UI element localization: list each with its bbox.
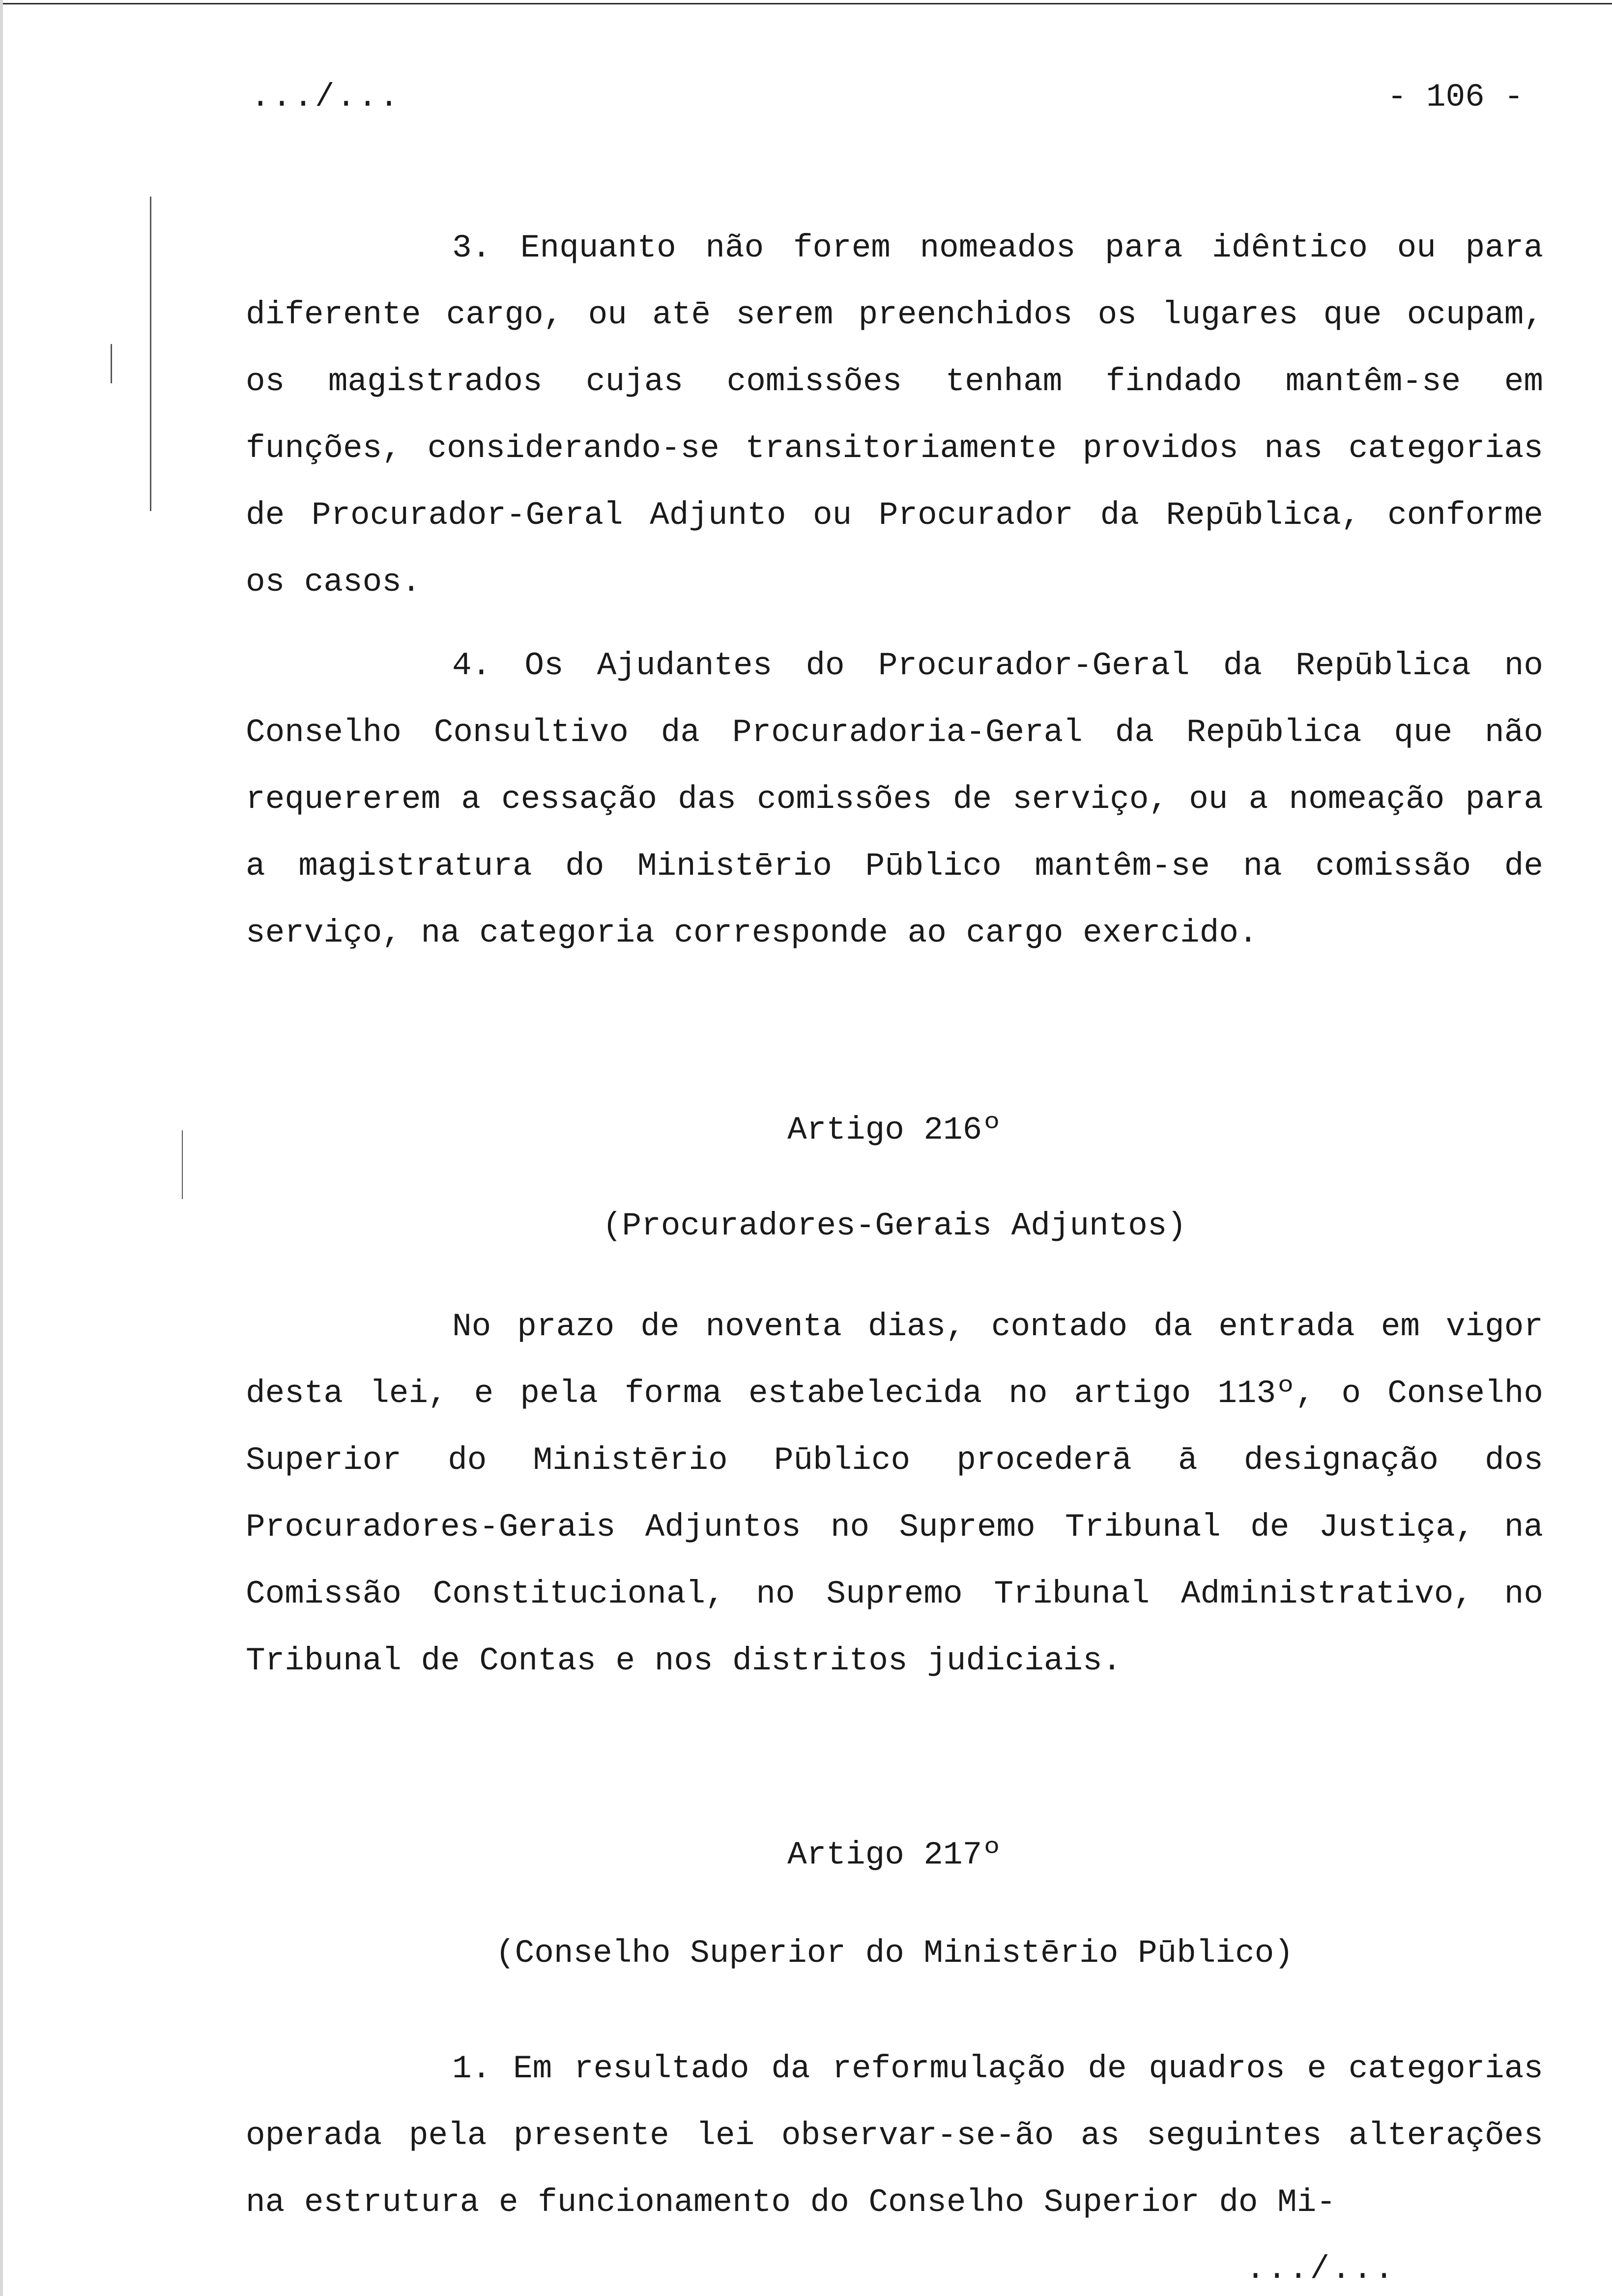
article-216-title: Artigo 216º xyxy=(787,1112,1002,1148)
paragraph-4: 4. Os Ajudantes do Procurador-Geral da Repūblica no Conselho Consultivo da Procuradoria-Geral da Repūblica que não requererem a cessação das comissões de serviço, ou a nomeação para a magistratura do Ministērio Pūblico mantêm-se na comissão de serviço, na categoria corresponde ao cargo exercido. xyxy=(246,647,1543,951)
left-scan-edge xyxy=(0,0,3,2296)
paragraph-3: 3. Enquanto não forem nomeados para idêntico ou para diferente cargo, ou atē serem preenchidos os lugares que ocupam, os magistrados cujas comissões tenham findado mantêm-se em funções, considerando-se transitoriamente providos nas categorias de Procurador-Geral Adjunto ou Procurador da Repūblica, conforme os casos. xyxy=(246,230,1543,601)
margin-mark xyxy=(182,1130,183,1199)
margin-mark xyxy=(150,197,151,511)
article-217-title: Artigo 217º xyxy=(787,1837,1002,1873)
continued-mark-bottom: .../... xyxy=(1245,2251,1396,2288)
article-217-subtitle: (Conselho Superior do Ministērio Pūblico) xyxy=(495,1935,1294,1972)
article-216-subtitle: (Procuradores-Gerais Adjuntos) xyxy=(602,1207,1187,1244)
continued-mark-top: .../... xyxy=(251,79,401,115)
page-number: - 106 - xyxy=(1387,79,1524,115)
margin-mark xyxy=(111,344,112,383)
article-216-body: No prazo de noventa dias, contado da entrada em vigor desta lei, e pela forma estabelecida no artigo 113º, o Conselho Superior do Ministērio Pūblico procederā ā designação dos Procuradores-Gerais Adjuntos no Supremo Tribunal de Justiça, na Comissão Constitucional, no Supremo Tribunal Administrativo, no Tribunal de Contas e nos distritos judiciais. xyxy=(246,1308,1543,1679)
article-217-paragraph-1: 1. Em resultado da reformulação de quadros e categorias operada pela presente lei observar-se-ão as seguintes alterações na estrutura e funcionamento do Conselho Superior do Mi- xyxy=(246,2050,1543,2221)
document-page xyxy=(246,0,1543,2296)
